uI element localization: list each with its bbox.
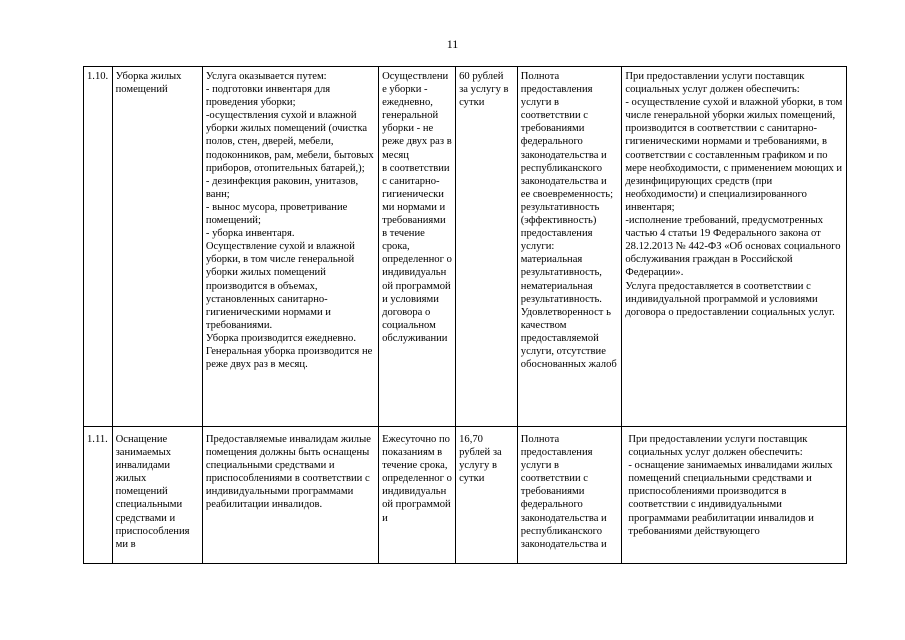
service-description: Услуга оказывается путем: - подготовки инвентаря для проведения уборки; -осуществления сухой и влажной уборки жилых помещений (очистка полов, стен, дверей, мебели, подоконников, рам, мебели, бытовых приборов, отопительных батарей,); - дезинфекция раковин, унитазов, ванн; - вынос мусора, проветривание помещений; - уборка инвентаря. Осуществление сухой и влажной уборки, в том числе генеральной уборки жилых помещений производится в объемах, установленных санитарно-гигиеническими нормами и требованиями. Уборка производится ежедневно. Генеральная уборка производится не реже двух раз в месяц. [202,67,378,427]
service-cost: 60 рублей за услугу в сутки [456,67,518,427]
services-table [83,66,847,564]
row-number: 1.11. [84,427,113,564]
service-name: Оснащение занимаемых инвалидами жилых помещений специальными средствами и приспособления ми в [112,427,202,564]
table-row [84,427,847,564]
service-conditions: При предоставлении услуги поставщик социальных услуг должен обеспечить: - оснащение занимаемых инвалидами жилых помещений специальными средствами и приспособлениями производится в соответствии с индивидуальными программами реабилитации инвалидов и требованиями действующего [622,427,847,564]
service-timing: Осуществлени е уборки - ежедневно, генеральной уборки - не реже двух раз в месяц в соответствии с санитарно-гигиенически ми нормами и требованиями в течение срока, определенног о индивидуальн ой программой и условиями договора о социальном обслуживании [379,67,456,427]
service-description: Предоставляемые инвалидам жилые помещения должны быть оснащены специальными средствами и приспособлениями в соответствии с индивидуальными программами реабилитации инвалидов. [202,427,378,564]
service-name: Уборка жилых помещений [112,67,202,427]
service-cost: 16,70 рублей за услугу в сутки [456,427,518,564]
service-quality-criteria: Полнота предоставления услуги в соответствии с требованиями федерального законодательства и республиканского законодательства и ее своевременность; результативность (эффективность) предоставления услуги: материальная результативность, нематериальная результативность. Удовлетворенност ь качеством предоставляемой услуги, отсутствие обоснованных жалоб [517,67,622,427]
service-quality-criteria: Полнота предоставления услуги в соответствии с требованиями федерального законодательства и республиканского законодательства и [517,427,622,564]
row-number: 1.10. [84,67,113,427]
service-conditions: При предоставлении услуги поставщик социальных услуг должен обеспечить: - осуществление сухой и влажной уборки, в том числе генеральной уборки жилых помещений, производится в соответствии с санитарно-гигиеническими нормами и требованиями, в соответствии с составленным графиком и по мере необходимости, с применением моющих и дезинфицирующих средств (при необходимости) и специализированного инвентаря; -исполнение требований, предусмотренных частью 4 статьи 19 Федерального закона от 28.12.2013 № 442-ФЗ «Об основах социального обслуживания граждан в Российской Федерации». Услуга предоставляется в соответствии с индивидуальной программой и условиями договора о предоставлении социальных услуг. [622,67,847,427]
table-row [84,67,847,427]
page-number: 11 [446,37,459,51]
service-timing: Ежесуточно по показаниям в течение срока, определенног о индивидуальн ой программой и [379,427,456,564]
